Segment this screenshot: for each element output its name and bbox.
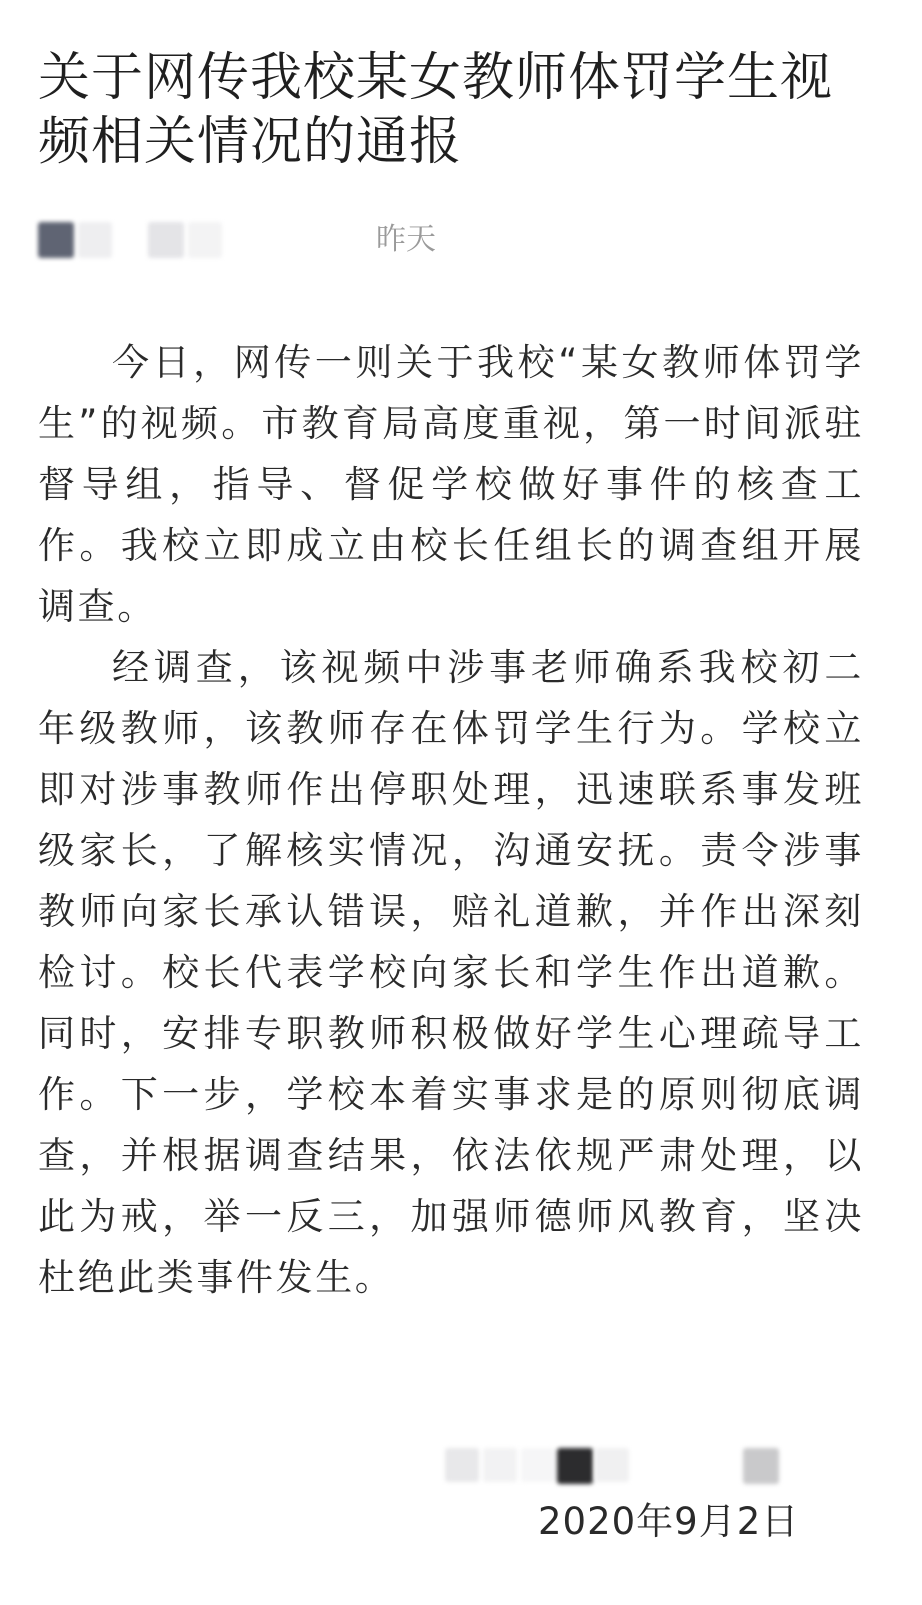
paragraph: 今日，网传一则关于我校“某女教师体罚学生”的视频。市教育局高度重视，第一时间派驻督导组，指导、督促学校做好事件的核查工作。我校立即成立由校长任组长的调查组开展调查。 bbox=[38, 341, 864, 628]
blurred-issuer-char bbox=[521, 1448, 555, 1482]
blurred-issuer-signature bbox=[445, 1444, 805, 1484]
blurred-account-avatar bbox=[38, 222, 74, 258]
issue-date: 2020年9月2日 bbox=[538, 1500, 800, 1543]
blurred-issuer-char bbox=[483, 1448, 517, 1482]
blurred-issuer-char bbox=[595, 1448, 629, 1482]
blurred-issuer-char bbox=[445, 1448, 479, 1482]
blurred-issuer-char bbox=[743, 1448, 779, 1484]
blurred-account-name bbox=[78, 222, 112, 258]
article-title: 关于网传我校某女教师体罚学生视频相关情况的通报 bbox=[38, 48, 834, 172]
post-time: 昨天 bbox=[376, 222, 436, 257]
blurred-issuer-char bbox=[557, 1448, 593, 1484]
paragraph: 经调查，该视频中涉事老师确系我校初二年级教师，该教师存在体罚学生行为。学校立即对涉事教师作出停职处理，迅速联系事发班级家长，了解核实情况，沟通安抚。责令涉事教师向家长承认错误，赔礼道歉，并作出深刻检讨。校长代表学校向家长和学生作出道歉。同时，安排专职教师积极做好学生心理疏导工作。下一步，学校本着实事求是的原则彻底调查，并根据调查结果，依法依规严肃处理，以此为戒，举一反三，加强师德师风教育，坚决杜绝此类事件发生。 bbox=[38, 646, 864, 1299]
article-body bbox=[38, 332, 864, 1308]
blurred-account-name bbox=[148, 222, 184, 258]
blurred-account-name bbox=[188, 222, 222, 258]
article-meta bbox=[38, 218, 638, 262]
